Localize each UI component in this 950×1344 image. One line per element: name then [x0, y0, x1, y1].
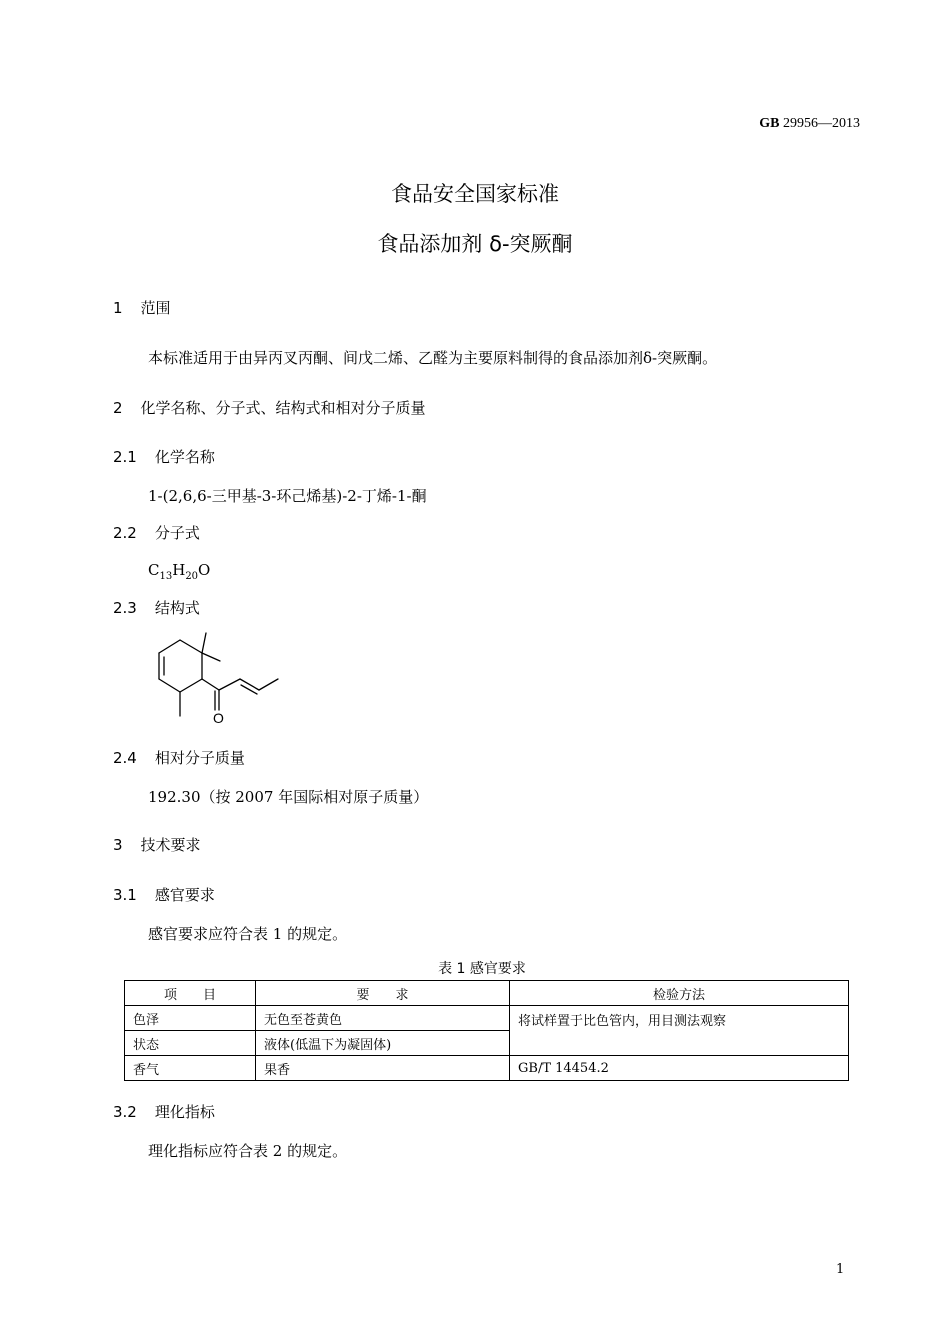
standard-code: 29956—2013 — [783, 116, 860, 131]
section-title: 化学名称 — [154, 448, 215, 466]
table-cell: 液体(低温下为凝固体) — [256, 1031, 510, 1056]
section-number: 3.2 — [113, 1103, 137, 1121]
document-subtitle: 食品添加剂 δ-突厥酮 — [377, 232, 573, 256]
section-2-3-heading — [113, 597, 200, 618]
section-2-2-heading — [113, 522, 200, 543]
section-title: 化学名称、分子式、结构式和相对分子质量 — [140, 399, 426, 417]
section-3-heading — [113, 834, 201, 855]
table-cell: 香气 — [125, 1056, 256, 1081]
section-title: 理化指标 — [154, 1103, 215, 1121]
section-number: 3 — [113, 836, 123, 854]
section-number: 2.1 — [113, 448, 137, 466]
section-3-1-text: 感官要求应符合表 1 的规定。 — [148, 925, 348, 943]
section-title: 分子式 — [154, 524, 200, 542]
standard-number — [759, 116, 860, 132]
section-number: 1 — [113, 299, 123, 317]
section-number: 2.3 — [113, 599, 137, 617]
section-number: 2.2 — [113, 524, 137, 542]
oxygen-atom-label: O — [213, 710, 224, 726]
table-1-caption: 表 1 感官要求 — [438, 961, 526, 977]
table-row — [125, 1056, 849, 1081]
chemical-name: 1-(2,6,6-三甲基-3-环己烯基)-2-丁烯-1-酮 — [148, 487, 427, 505]
section-number: 2.4 — [113, 749, 137, 767]
section-1-heading — [113, 297, 171, 318]
table-cell: GB/T 14454.2 — [510, 1056, 849, 1081]
section-2-heading — [113, 397, 426, 418]
structural-formula — [145, 630, 295, 730]
table-row — [125, 1006, 849, 1031]
section-3-2-text: 理化指标应符合表 2 的规定。 — [148, 1142, 348, 1160]
table-cell: 将试样置于比色管内，用目测法观察 — [510, 1006, 849, 1056]
section-number: 3.1 — [113, 886, 137, 904]
table-cell: 果香 — [256, 1056, 510, 1081]
section-1-text: 本标准适用于由异丙叉丙酮、间戊二烯、乙醛为主要原料制得的食品添加剂δ-突厥酮。 — [148, 349, 718, 367]
table-cell: 无色至苍黄色 — [256, 1006, 510, 1031]
table-header-row — [125, 981, 849, 1006]
molecular-weight: 192.30（按 2007 年国际相对原子质量） — [148, 788, 429, 806]
page-number: 1 — [836, 1262, 845, 1277]
column-header: 要 求 — [256, 981, 510, 1006]
section-title: 技术要求 — [140, 836, 201, 854]
table-cell: 状态 — [125, 1031, 256, 1056]
section-title: 感官要求 — [154, 886, 215, 904]
molecular-formula: $C_{13}H_{20}O$ — [148, 561, 211, 582]
section-title: 范围 — [140, 299, 171, 317]
table-cell: 色泽 — [125, 1006, 256, 1031]
section-title: 结构式 — [154, 599, 200, 617]
column-header: 项 目 — [125, 981, 256, 1006]
section-3-2-heading — [113, 1101, 215, 1122]
section-2-1-heading — [113, 446, 215, 467]
section-2-4-heading — [113, 747, 245, 768]
section-title: 相对分子质量 — [154, 749, 245, 767]
section-number: 2 — [113, 399, 123, 417]
document-title: 食品安全国家标准 — [391, 182, 559, 206]
section-3-1-heading — [113, 884, 215, 905]
sensory-requirements-table — [124, 980, 849, 1081]
standard-prefix: GB — [759, 116, 780, 131]
column-header: 检验方法 — [510, 981, 849, 1006]
